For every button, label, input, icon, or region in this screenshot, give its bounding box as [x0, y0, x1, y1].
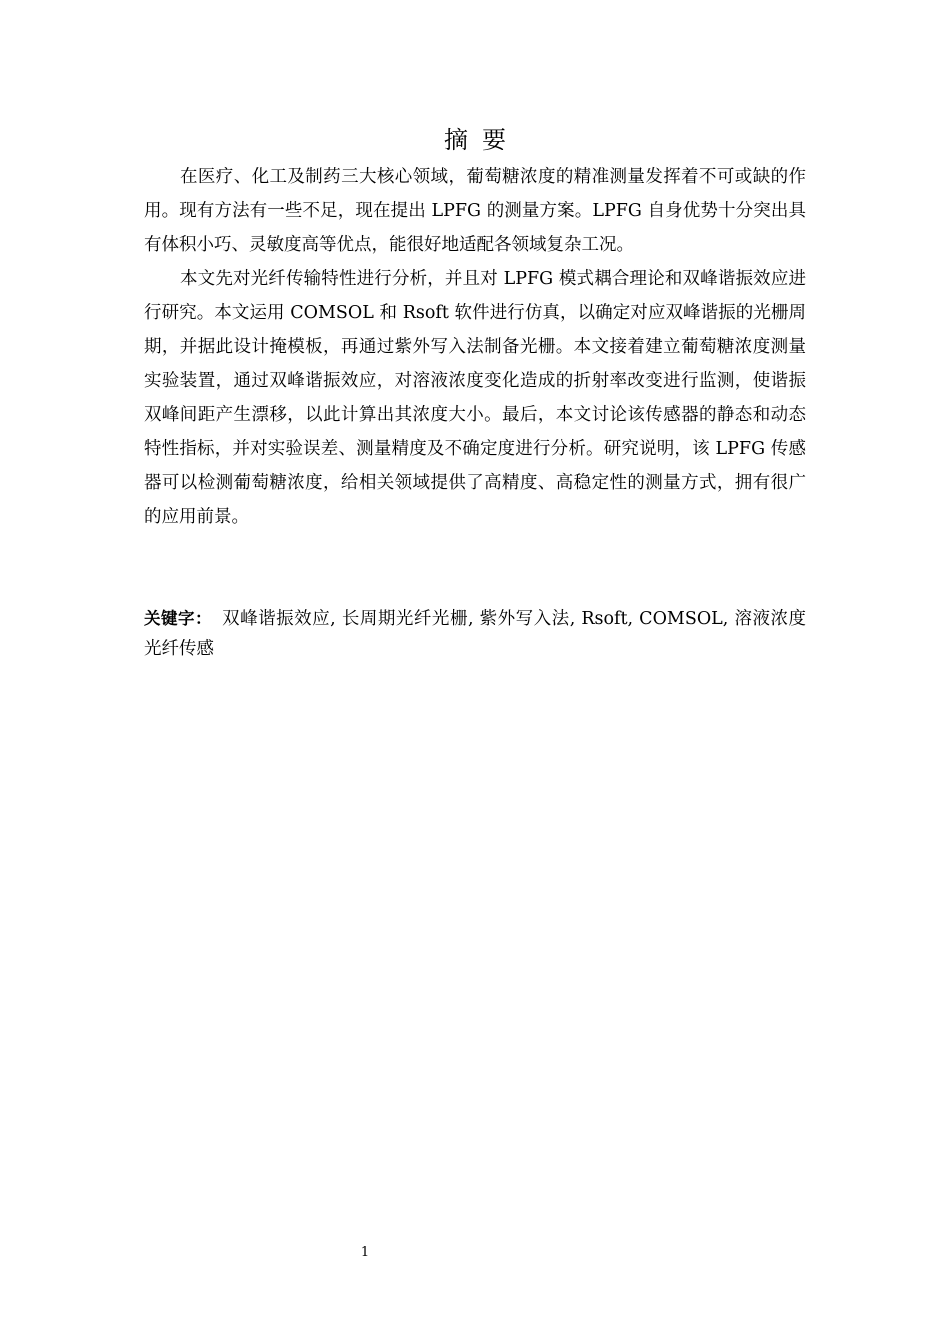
keywords-section [144, 604, 806, 664]
keywords-text: 双峰谐振效应, 长周期光纤光栅, 紫外写入法, Rsoft, COMSOL, 溶液浓度光纤传感 [144, 609, 806, 659]
page-number: 1 [360, 1245, 370, 1260]
abstract-body [144, 160, 806, 534]
abstract-paragraph-1: 在医疗、化工及制药三大核心领域，葡萄糖浓度的精准测量发挥着不可或缺的作用。现有方法有一些不足，现在提出 LPFG 的测量方案。LPFG 自身优势十分突出具有体积小巧、灵敏度高等优点，能很好地适配各领域复杂工况。 [144, 167, 806, 255]
keywords-label: 关键字： [144, 609, 213, 628]
abstract-paragraph-2: 本文先对光纤传输特性进行分析，并且对 LPFG 模式耦合理论和双峰谐振效应进行研究。本文运用 COMSOL 和 Rsoft 软件进行仿真，以确定对应双峰谐振的光栅周期，并据此设计掩模板，再通过紫外写入法制备光栅。本文接着建立葡萄糖浓度测量实验装置，通过双峰谐振效应，对溶液浓度变化造成的折射率改变进行监测，使谐振双峰间距产生漂移，以此计算出其浓度大小。最后，本文讨论该传感器的静态和动态特性指标，并对实验误差、测量精度及不确定度进行分析。研究说明，该 LPFG 传感器可以检测葡萄糖浓度，给相关领域提供了高精度、高稳定性的测量方式，拥有很广的应用前景。 [144, 269, 806, 527]
abstract-title: 摘要 [444, 126, 520, 154]
